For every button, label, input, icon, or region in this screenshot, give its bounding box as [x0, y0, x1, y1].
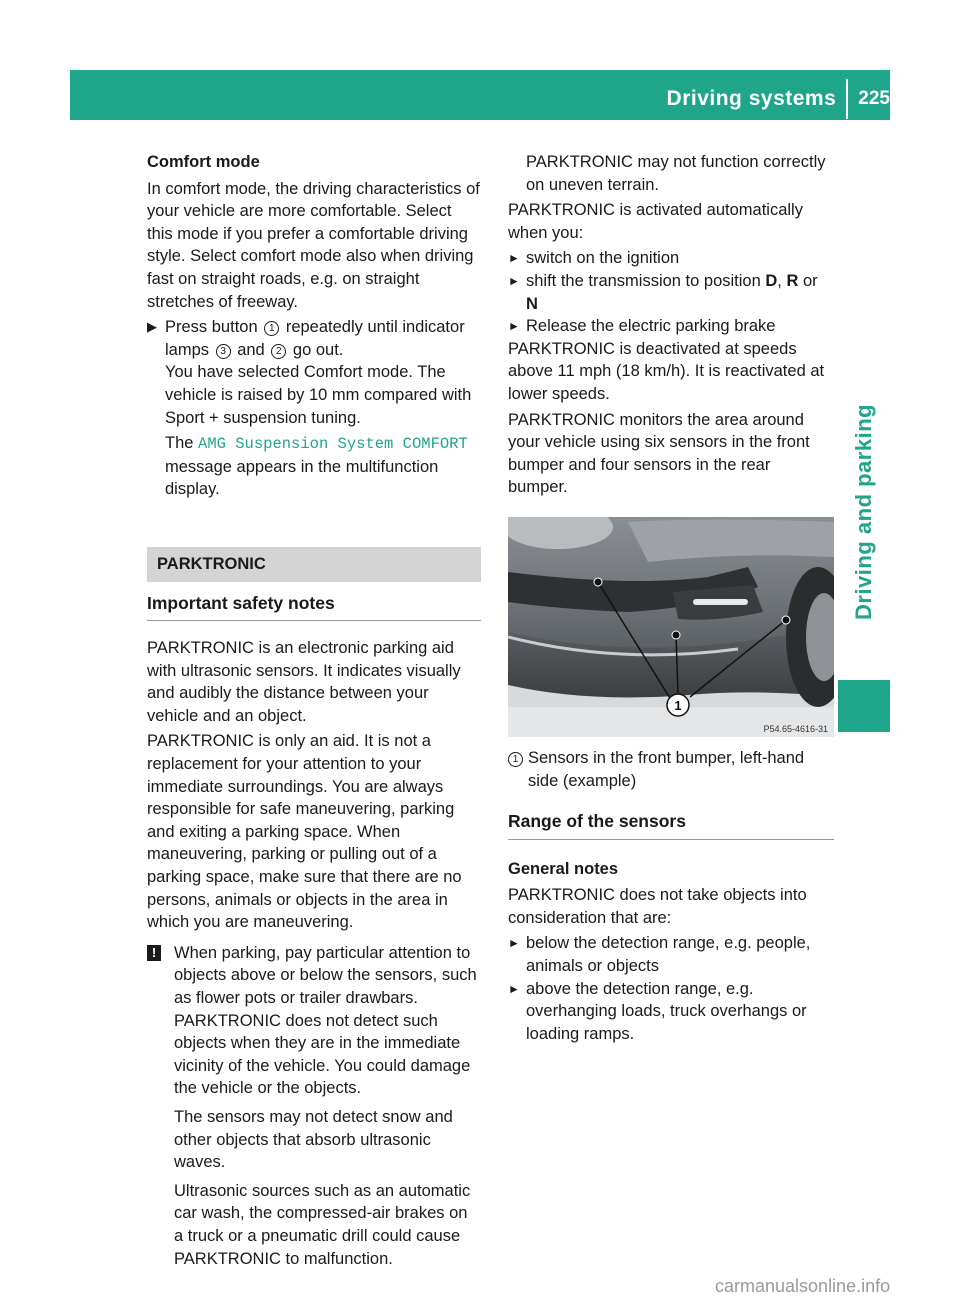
list-item: ► shift the transmission to position D, R or N [508, 271, 818, 313]
header-divider [846, 79, 848, 119]
side-tab-label: Driving and parking [850, 403, 876, 620]
bullet-icon: ► [508, 319, 520, 334]
activated-text: PARKTRONIC is activated automatically when you: [508, 201, 803, 242]
figure-caption: 1 Sensors in the front bumper, left-hand side (example) [508, 747, 834, 792]
figure-code: P54.65-4616-31 [763, 723, 828, 734]
header-section [667, 82, 890, 116]
step-result: You have selected Comfort mode. The vehicle is raised by 10 mm compared with Sport + suspension tuning. [165, 363, 472, 427]
monitors-text: PARKTRONIC monitors the area around your vehicle using six sensors in the front bumper and four sensors in the rear bumper. [508, 410, 810, 497]
marker-2-icon: 2 [271, 344, 286, 359]
led-strip [693, 599, 748, 605]
sensor-point [672, 631, 680, 639]
sensor-point [594, 578, 602, 586]
safety-paragraph: PARKTRONIC is an electronic parking aid with ultrasonic sensors. It indicates visually and audibly the distance between your vehicle and an object. [147, 639, 461, 725]
continued-text: PARKTRONIC may not function correctly on uneven terrain. [526, 153, 826, 194]
general-heading: General notes [508, 859, 619, 878]
bullet-icon: ► [508, 936, 520, 951]
callout-marker-label: 1 [674, 697, 682, 713]
display-message-text: AMG Suspension System COMFORT [198, 435, 468, 454]
list-item: ► above the detection range, e.g. overhanging loads, truck overhangs or loading ramps. [508, 979, 807, 1043]
section-header-title: PARKTRONIC [157, 554, 266, 573]
bullet-icon: ► [508, 273, 520, 288]
arrow-icon: ▶ [147, 319, 157, 335]
warning-icon: ! [147, 945, 161, 961]
marker-1-icon: 1 [264, 321, 279, 336]
sensor-point [782, 616, 790, 624]
list-item: ► below the detection range, e.g. people, animals or objects [508, 934, 811, 976]
side-tab-marker [838, 680, 890, 732]
bullet-icon: ► [508, 251, 520, 266]
warning-text: Ultrasonic sources such as an automatic car wash, the compressed-air brakes on a truck or a pneumatic drill could cause PARKTRONIC to malfunction. [174, 1181, 471, 1268]
side-tab [838, 220, 890, 650]
footer-brand: carmanualsonline.info [715, 1276, 891, 1296]
warning-text: When parking, pay particular attention to objects above or below the sensors, such as flower pots or trailer drawbars. PARKTRONIC does not detect such objects when they are in the immediate vicinity of the vehicle. You could damage the vehicle or the objects. [174, 943, 477, 1098]
right-column [508, 151, 834, 1045]
warning-text: The sensors may not detect snow and other objects that absorb ultrasonic waves. [174, 1107, 453, 1172]
instruction-step: ▶ Press button 1 repeatedly until indicator lamps 3 and 2 go out. [147, 318, 465, 359]
left-column [147, 151, 481, 1273]
marker-3-icon: 3 [216, 344, 231, 359]
general-text: PARKTRONIC does not take objects into consideration that are: [508, 886, 807, 927]
list-item: ► Release the electric parking brake [508, 315, 834, 338]
section-title: Driving systems [666, 86, 837, 110]
headlight [628, 519, 834, 562]
list-item: ► switch on the ignition [508, 247, 834, 270]
bullet-icon: ► [508, 981, 520, 996]
section-header [147, 547, 481, 582]
page-number: 225 [858, 87, 890, 109]
safety-paragraph: PARKTRONIC is only an aid. It is not a replacement for your attention to your immediate surroundings. You are always responsible for safe maneuvering, parking and exiting a parking space. When maneuvering, parking or pulling out of a parking space, make sure that there are no persons, animals or objects in the area in which you are maneuvering. [147, 732, 462, 932]
marker-1-icon: 1 [508, 752, 523, 767]
safety-heading: Important safety notes [147, 592, 481, 622]
deactivated-text: PARKTRONIC is deactivated at speeds above 11 mph (18 km/h). It is reactivated at lower speeds. [508, 339, 825, 403]
display-message: The AMG Suspension System COMFORT message appears in the multifunction display. [165, 434, 468, 499]
comfort-text: In comfort mode, the driving characteristics of your vehicle are more comfortable. Select this mode if you prefer a comfortable driving style. Select comfort mode also when driving fast on straight roads, e.g. on straight stretches of freeway. [147, 179, 480, 311]
bumper-illustration [508, 517, 834, 737]
warning-note [147, 942, 481, 1270]
comfort-heading: Comfort mode [147, 153, 260, 171]
range-heading: Range of the sensors [508, 810, 834, 840]
bumper-photo [508, 517, 834, 737]
